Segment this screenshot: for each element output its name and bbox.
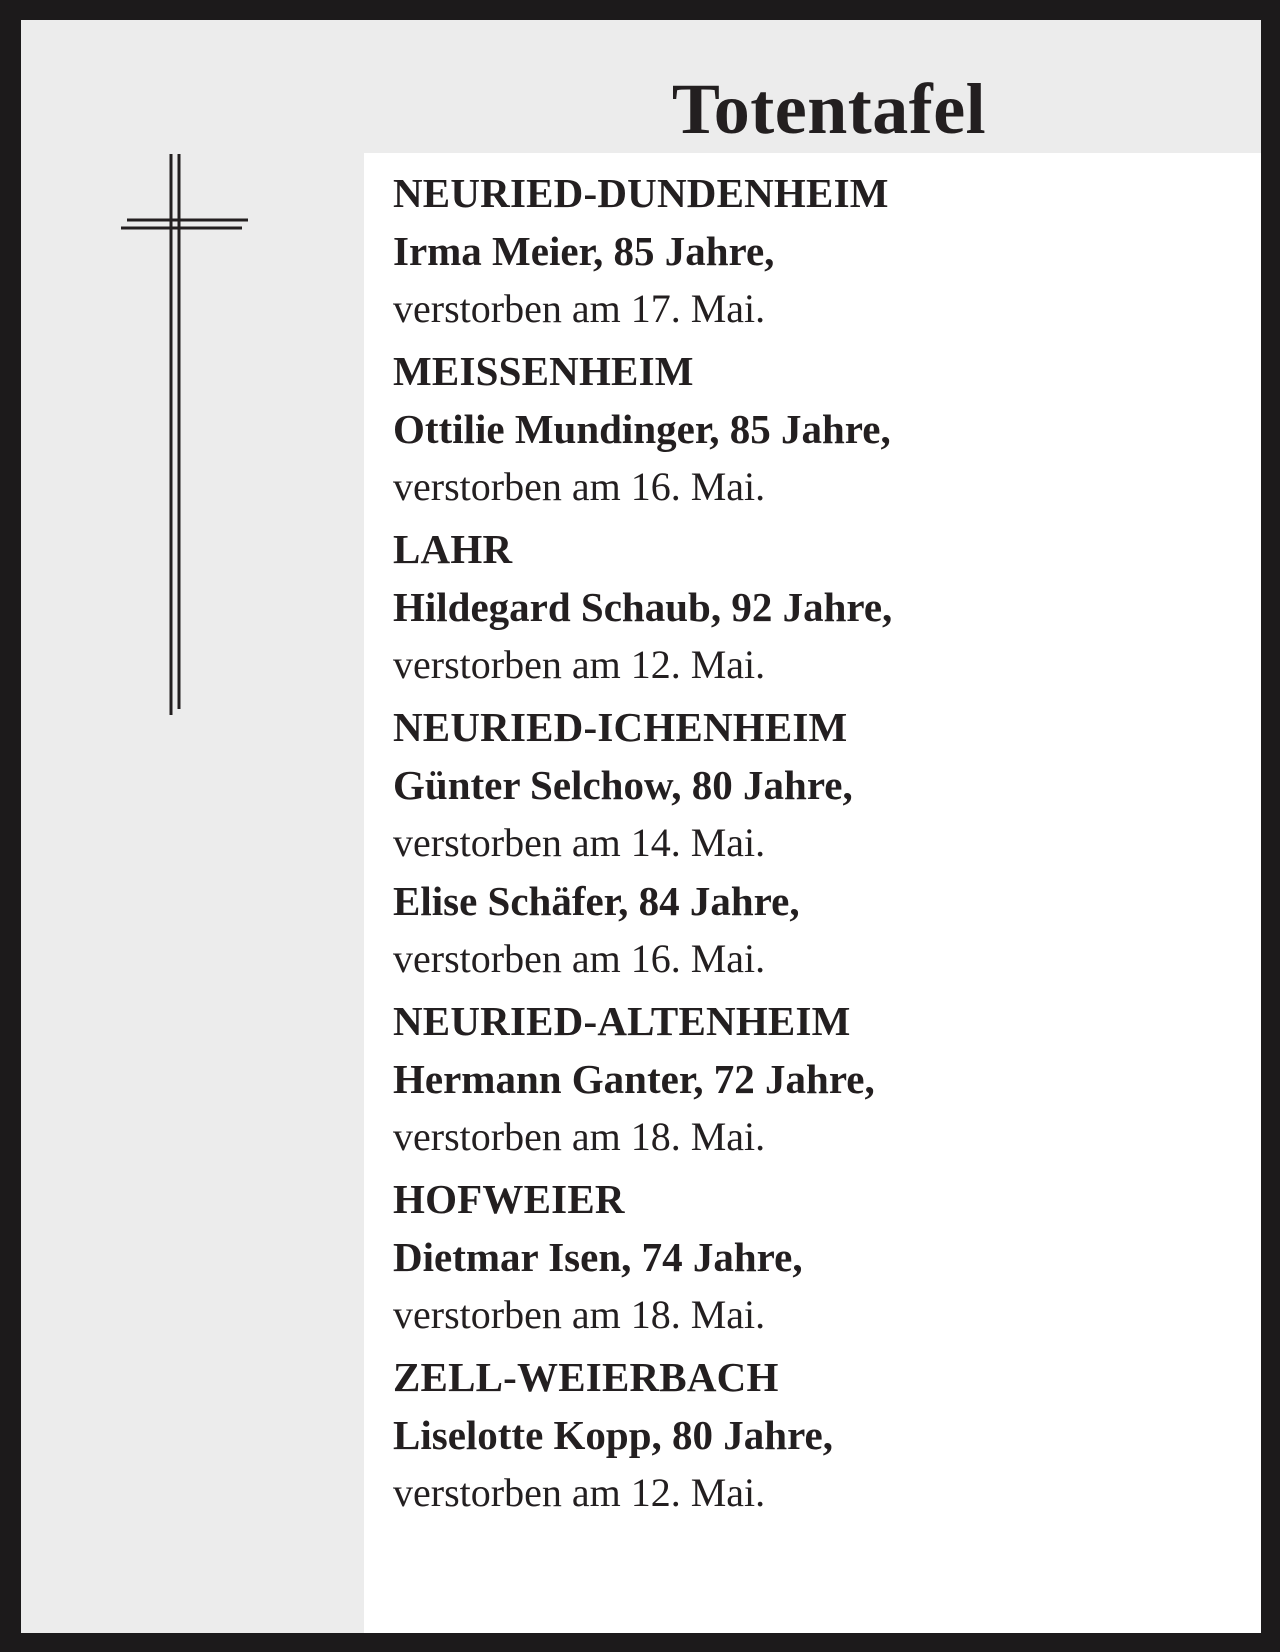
date-of-death: verstorben am 17. Mai. (393, 286, 766, 331)
place-group (393, 992, 1233, 1166)
place-group (393, 520, 1233, 694)
page-title: Totentafel (671, 69, 987, 149)
place-name: NEURIED-DUNDENHEIM (393, 170, 889, 216)
place-name: MEISSENHEIM (393, 348, 694, 394)
obituary-list (393, 164, 1233, 1522)
deceased-name-age: Irma Meier, 85 Jahre, (393, 228, 775, 274)
deceased-name-age: Ottilie Mundinger, 85 Jahre, (393, 406, 891, 452)
place-group (393, 698, 1233, 988)
cross-icon (21, 20, 361, 720)
deceased-name-age: Günter Selchow, 80 Jahre, (393, 762, 853, 808)
date-of-death: verstorben am 12. Mai. (393, 1470, 766, 1515)
place-group (393, 342, 1233, 516)
place-group (393, 164, 1233, 338)
date-of-death: verstorben am 16. Mai. (393, 464, 766, 509)
place-name: HOFWEIER (393, 1176, 625, 1222)
place-name: NEURIED-ALTENHEIM (393, 998, 851, 1044)
date-of-death: verstorben am 14. Mai. (393, 820, 766, 865)
date-of-death: verstorben am 18. Mai. (393, 1292, 766, 1337)
deceased-name-age: Hildegard Schaub, 92 Jahre, (393, 584, 893, 630)
date-of-death: verstorben am 16. Mai. (393, 936, 766, 981)
place-name: NEURIED-ICHENHEIM (393, 704, 848, 750)
deceased-name-age: Hermann Ganter, 72 Jahre, (393, 1056, 875, 1102)
deceased-name-age: Dietmar Isen, 74 Jahre, (393, 1234, 803, 1280)
date-of-death: verstorben am 12. Mai. (393, 642, 766, 687)
place-name: ZELL-WEIERBACH (393, 1354, 779, 1400)
place-name: LAHR (393, 526, 513, 572)
deceased-name-age: Liselotte Kopp, 80 Jahre, (393, 1412, 833, 1458)
place-group (393, 1170, 1233, 1344)
date-of-death: verstorben am 18. Mai. (393, 1114, 766, 1159)
deceased-name-age: Elise Schäfer, 84 Jahre, (393, 878, 800, 924)
place-group (393, 1348, 1233, 1522)
